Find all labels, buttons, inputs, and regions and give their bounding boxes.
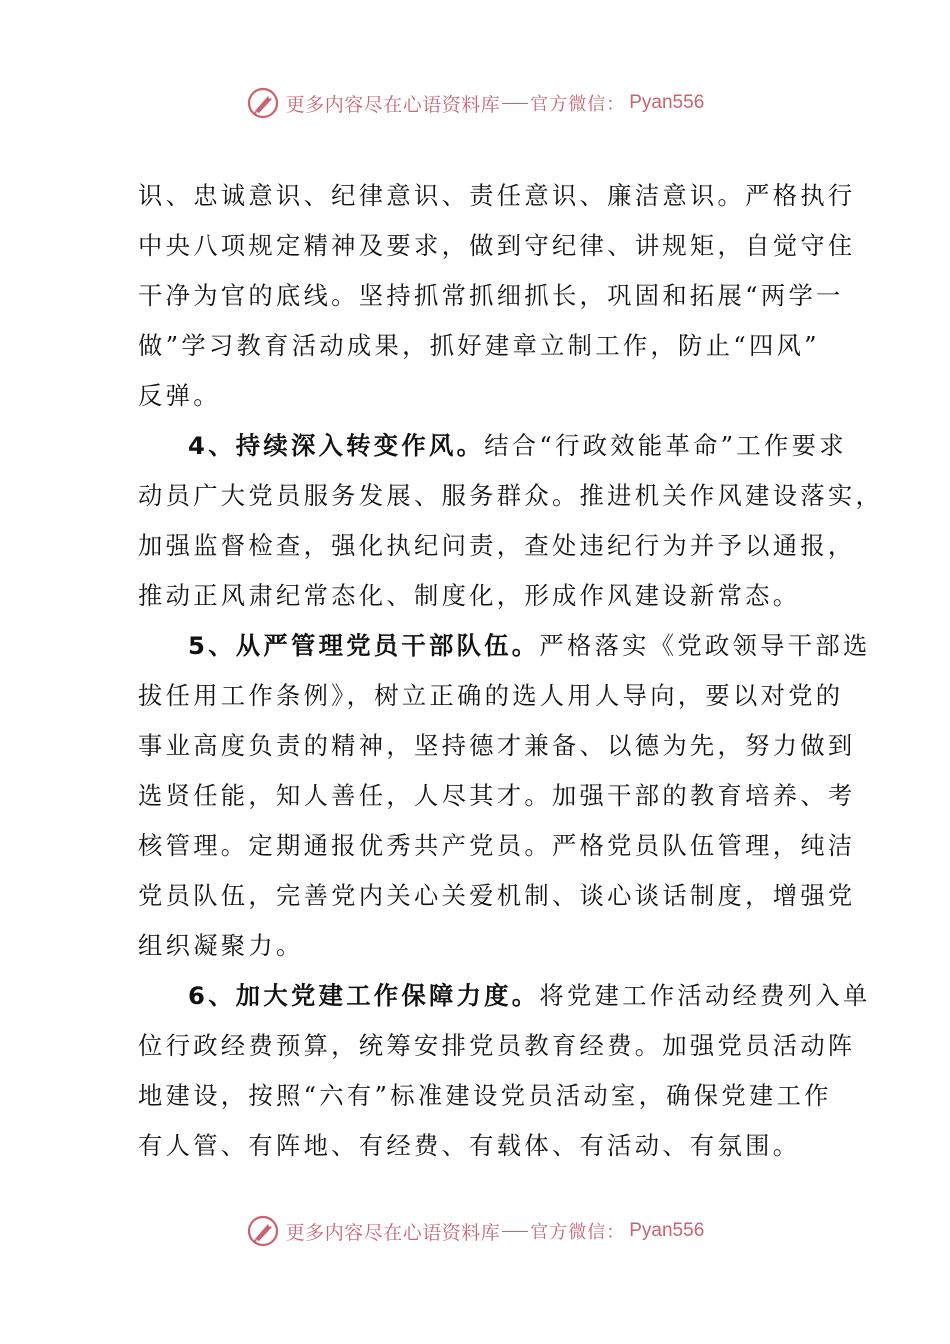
- text-line: 识、忠诚意识、纪律意识、责任意识、廉洁意识。严格执行: [138, 181, 856, 210]
- watermark-dash: [502, 1231, 528, 1232]
- text-line: 事业高度负责的精神，坚持德才兼备、以德为先，努力做到: [138, 731, 856, 760]
- text-line: 加强监督检查，强化执纪问责，查处违纪行为并予以通报，: [138, 531, 856, 560]
- text-line: 动员广大党员服务发展、服务群众。推进机关作风建设落实，: [138, 481, 884, 510]
- text-line: 地建设，按照“六有”标准建设党员活动室，确保党建工作: [138, 1081, 832, 1110]
- text-line: 核管理。定期通报优秀共产党员。严格党员队伍管理，纯洁: [138, 831, 856, 860]
- pen-nib-icon: [246, 1214, 280, 1248]
- item-text: 结合“行政效能革命”工作要求: [484, 431, 847, 460]
- item-text: 严格落实《党政领导干部选: [539, 631, 871, 660]
- pen-nib-icon: [246, 86, 280, 120]
- watermark-wechat-id: Pyan556: [629, 92, 705, 113]
- text-line: 中央八项规定精神及要求，做到守纪律、讲规矩，自觉守住: [138, 231, 856, 260]
- watermark-wechat-id: Pyan556: [629, 1220, 705, 1241]
- text-line: 有人管、有阵地、有经费、有载体、有活动、有氛围。: [138, 1131, 801, 1160]
- item-heading: 6、加大党建工作保障力度。: [188, 981, 540, 1010]
- text-line: 拔任用工作条例》，树立正确的选人用人导向，要以对党的: [138, 681, 844, 710]
- text-line: [138, 621, 871, 671]
- text-line: [138, 421, 847, 471]
- text-line: 做”学习教育活动成果，抓好建章立制工作，防止“四风”: [138, 331, 820, 360]
- watermark-text: 更多内容尽在心语资料库: [285, 1221, 501, 1244]
- text-line: 组织凝聚力。: [138, 931, 304, 960]
- watermark-wechat-label: 官方微信：: [530, 94, 626, 115]
- text-line: 干净为官的底线。坚持抓常抓细抓长，巩固和拓展“两学一: [138, 281, 844, 310]
- footer-watermark: [0, 1211, 950, 1251]
- text-line: 推动正风肃纪常态化、制度化，形成作风建设新常态。: [138, 581, 801, 610]
- item-heading: 5、从严管理党员干部队伍。: [188, 631, 540, 660]
- header-watermark: [0, 83, 950, 123]
- paragraph-item-4: [138, 421, 884, 621]
- text-line: [138, 971, 871, 1021]
- text-line: 党员队伍，完善党内关心关爱机制、谈心谈话制度，增强党: [138, 881, 856, 910]
- watermark-wechat-label: 官方微信：: [530, 1222, 626, 1243]
- text-line: 选贤任能，知人善任，人尽其才。加强干部的教育培养、考: [138, 781, 856, 810]
- text-line: 位行政经费预算，统筹安排党员教育经费。加强党员活动阵: [138, 1031, 856, 1060]
- document-body: [138, 171, 884, 1171]
- watermark-dash: [502, 103, 528, 104]
- text-line: 反弹。: [138, 381, 221, 410]
- item-heading: 4、持续深入转变作风。: [188, 431, 485, 460]
- paragraph-item-6: [138, 971, 871, 1171]
- paragraph-continuation: [138, 171, 856, 421]
- watermark-text: 更多内容尽在心语资料库: [285, 93, 501, 116]
- item-text: 将党建工作活动经费列入单: [539, 981, 871, 1010]
- paragraph-item-5: [138, 621, 871, 971]
